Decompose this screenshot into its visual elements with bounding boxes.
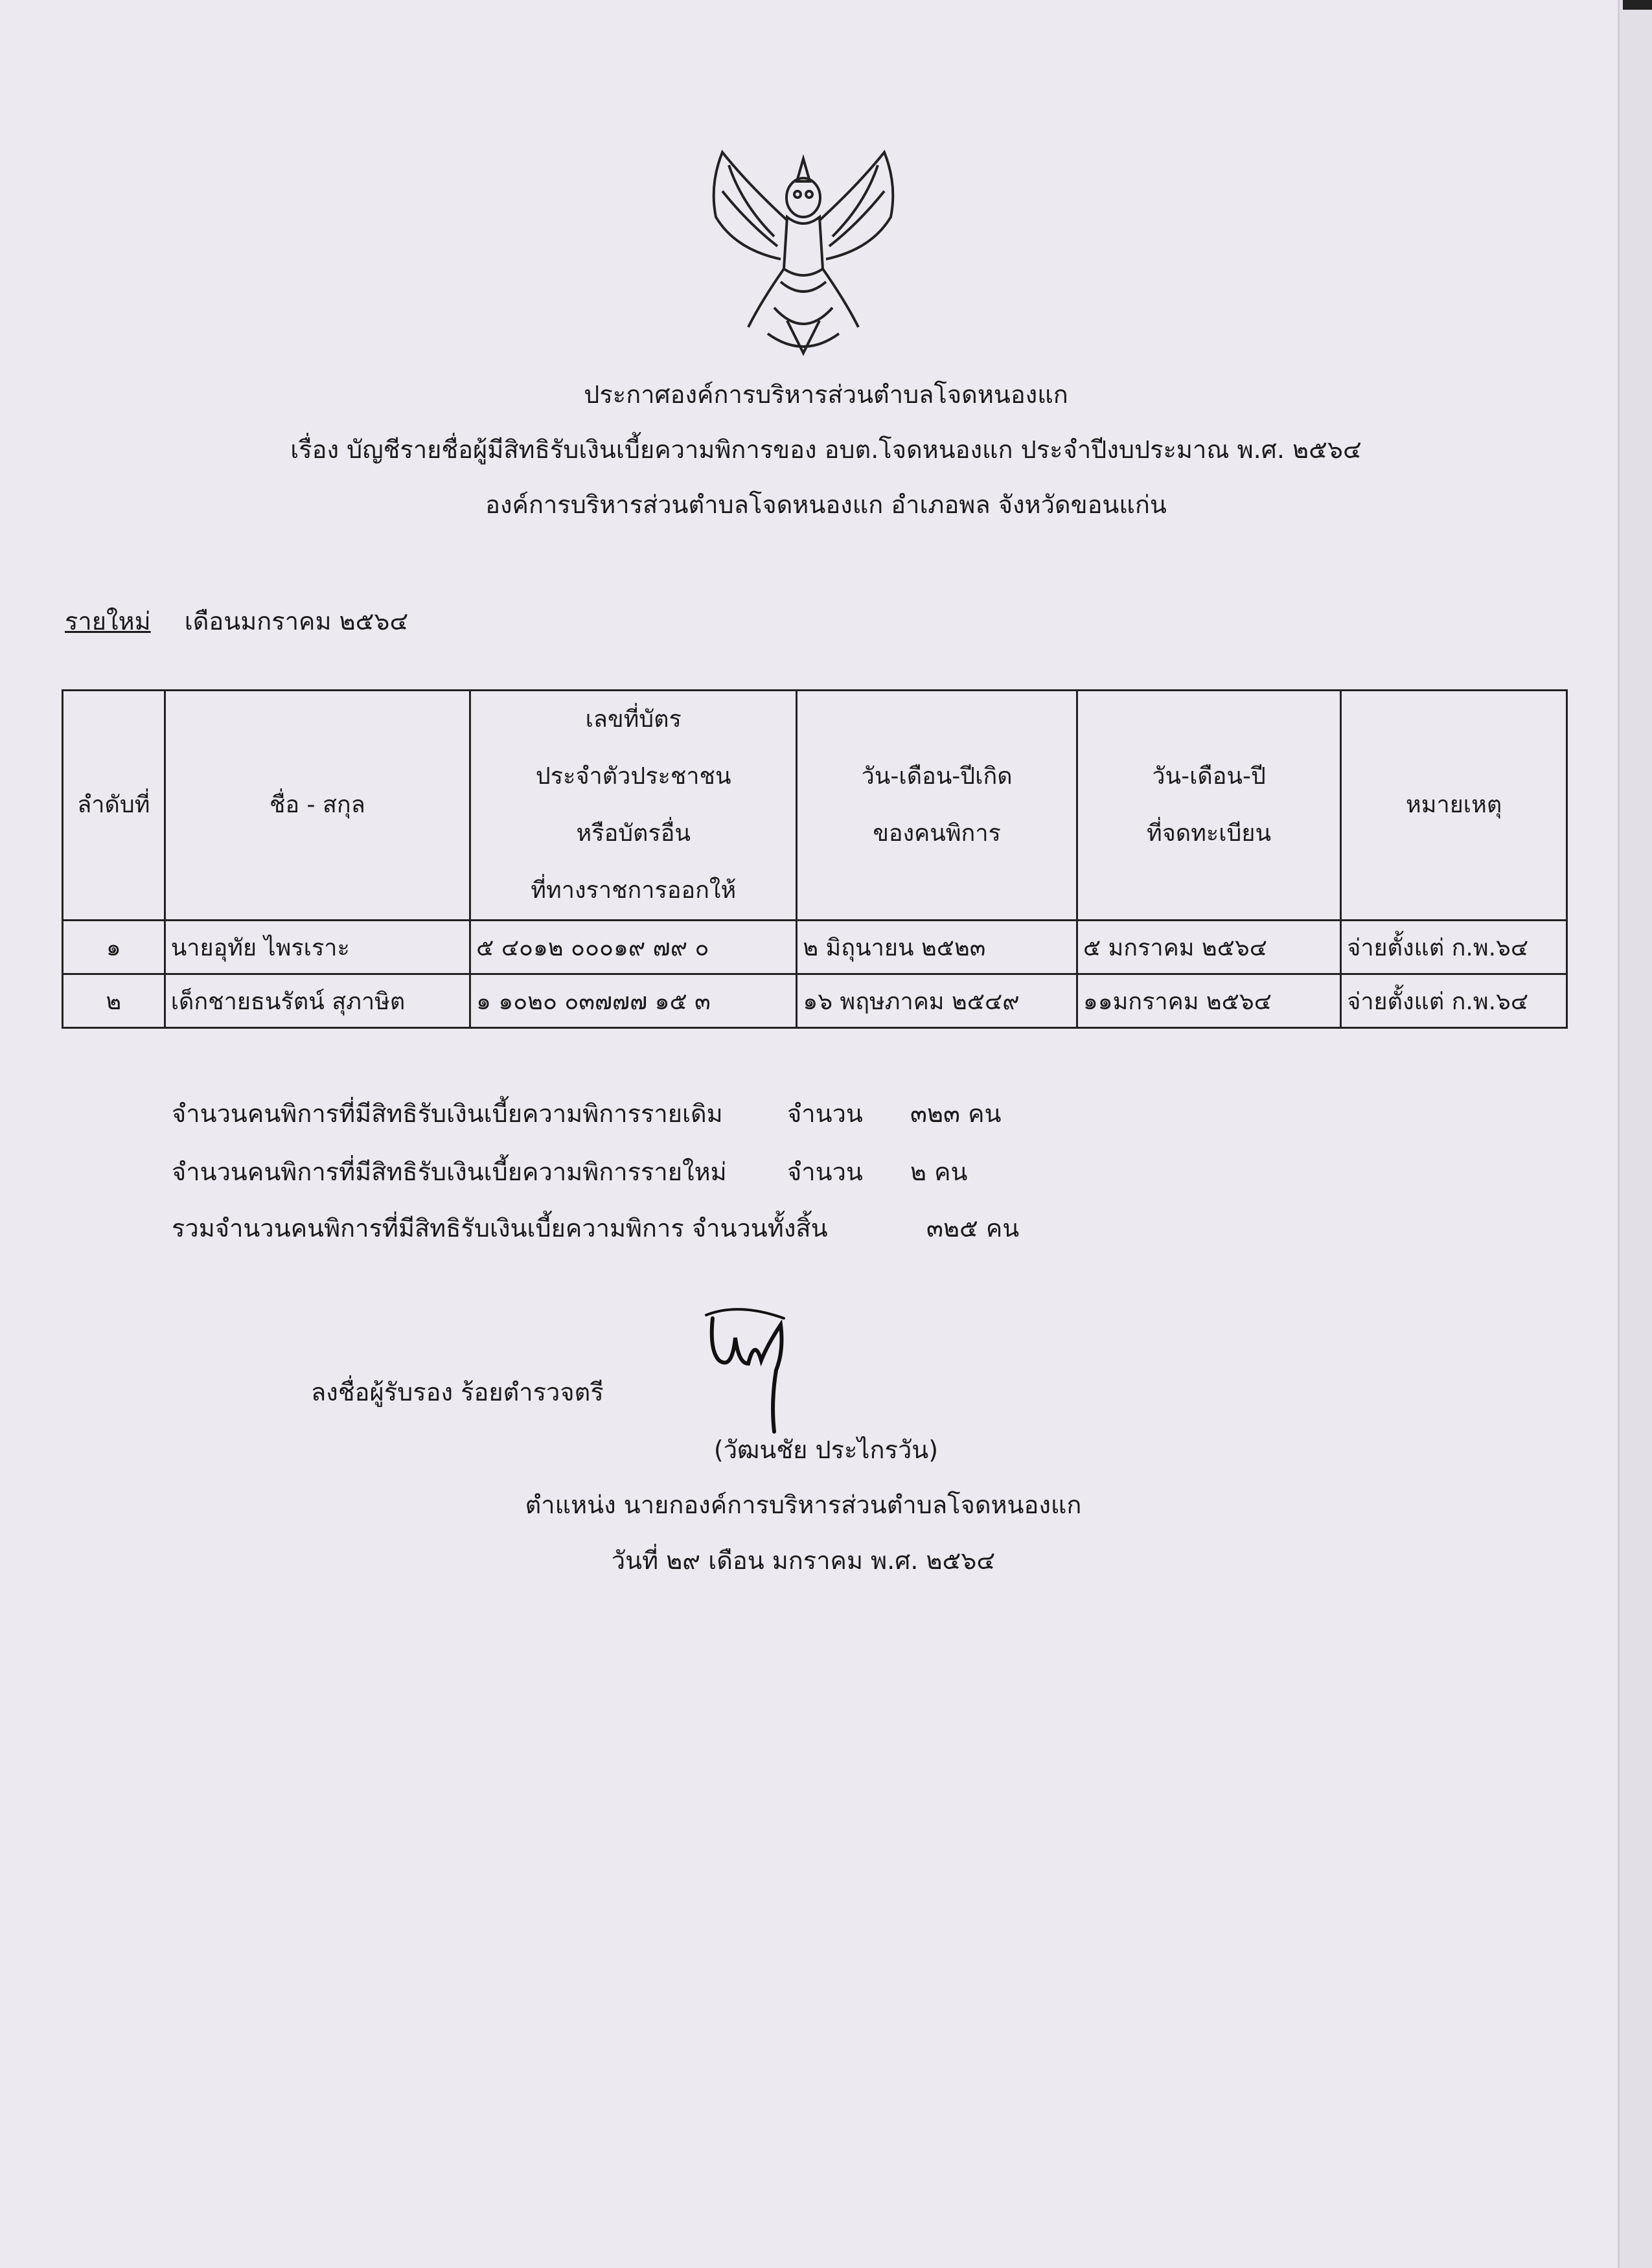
- summary-new-count: ๒ คน: [910, 1158, 968, 1186]
- summary-existing-count: ๓๒๓ คน: [910, 1099, 1002, 1128]
- page-edge: [1618, 0, 1652, 2268]
- summary-existing: [172, 1094, 1002, 1133]
- summary-existing-count-label: จำนวน: [787, 1099, 863, 1128]
- header-name: ชื่อ - สกุล: [165, 691, 470, 921]
- header-id-card: เลขที่บัตร ประจำตัวประชาชน หรือบัตรอื่น ที่ทางราชการออกให้: [470, 691, 797, 921]
- certifier-label: ลงชื่อผู้รับรอง ร้อยตำรวจตรี: [311, 1378, 604, 1406]
- beneficiary-table: [62, 689, 1568, 1029]
- row-registration-date: ๕ มกราคม ๒๕๖๔: [1077, 921, 1340, 974]
- row-no: ๒: [63, 974, 165, 1028]
- row-name: นายอุทัย ไพรเราะ: [165, 921, 470, 974]
- organization-line: องค์การบริหารส่วนตำบลโจดหนองแก อำเภอพล จังหวัดขอนแก่น: [485, 490, 1167, 519]
- summary-total-label: รวมจำนวนคนพิการที่มีสิทธิรับเงินเบี้ยความพิการ จำนวนทั้งสิ้น: [172, 1214, 828, 1243]
- handwritten-signature-icon: [700, 1299, 803, 1435]
- row-birth-date: ๑๖ พฤษภาคม ๒๕๔๙: [797, 974, 1077, 1028]
- signer-position: ตำแหน่ง นายกองค์การบริหารส่วนตำบลโจดหนองแก: [525, 1491, 1082, 1519]
- header-remark: หมายเหตุ: [1341, 691, 1567, 921]
- new-list-label: รายใหม่: [65, 607, 151, 636]
- announcement-title: ประกาศองค์การบริหารส่วนตำบลโจดหนองแก: [584, 380, 1068, 409]
- row-birth-date: ๒ มิถุนายน ๒๕๒๓: [797, 921, 1077, 974]
- summary-new-count-label: จำนวน: [787, 1158, 863, 1186]
- row-id-number: ๕ ๔๐๑๒ ๐๐๐๑๙ ๗๙ ๐: [470, 921, 797, 974]
- row-name: เด็กชายธนรัตน์ สุภาษิต: [165, 974, 470, 1028]
- table-header-row: [63, 691, 1567, 921]
- section-label: [65, 601, 408, 641]
- summary-existing-label: จำนวนคนพิการที่มีสิทธิรับเงินเบี้ยความพิการรายเดิม: [172, 1099, 723, 1128]
- summary-new-label: จำนวนคนพิการที่มีสิทธิรับเงินเบี้ยความพิการรายใหม่: [172, 1158, 727, 1186]
- signer-name: (วัฒนชัย ประไกรวัน): [713, 1436, 939, 1464]
- garuda-emblem-icon: [683, 146, 923, 366]
- section-month: เดือนมกราคม ๒๕๖๔: [184, 607, 409, 636]
- page-edge-dark: [1623, 0, 1652, 10]
- announcement-subject: เรื่อง บัญชีรายชื่อผู้มีสิทธิรับเงินเบี้ยความพิการของ อบต.โจดหนองแก ประจำปีงบประมาณ พ.ศ. ๒๕๖๔: [290, 435, 1362, 464]
- header-no: ลำดับที่: [63, 691, 165, 921]
- row-remark: จ่ายตั้งแต่ ก.พ.๖๔: [1341, 921, 1567, 974]
- row-registration-date: ๑๑มกราคม ๒๕๖๔: [1077, 974, 1340, 1028]
- row-remark: จ่ายตั้งแต่ ก.พ.๖๔: [1341, 974, 1567, 1028]
- announcement-date: วันที่ ๒๙ เดือน มกราคม พ.ศ. ๒๕๖๔: [611, 1546, 996, 1575]
- summary-new: [172, 1152, 968, 1191]
- table-row: [63, 974, 1567, 1028]
- row-no: ๑: [63, 921, 165, 974]
- table-row: [63, 921, 1567, 974]
- header-birth-date: วัน-เดือน-ปีเกิด ของคนพิการ: [797, 691, 1077, 921]
- summary-total: [172, 1208, 1020, 1248]
- header-registration-date: วัน-เดือน-ปี ที่จดทะเบียน: [1077, 691, 1340, 921]
- summary-total-count: ๓๒๕ คน: [926, 1214, 1020, 1243]
- row-id-number: ๑ ๑๐๒๐ ๐๓๗๗๗ ๑๕ ๓: [470, 974, 797, 1028]
